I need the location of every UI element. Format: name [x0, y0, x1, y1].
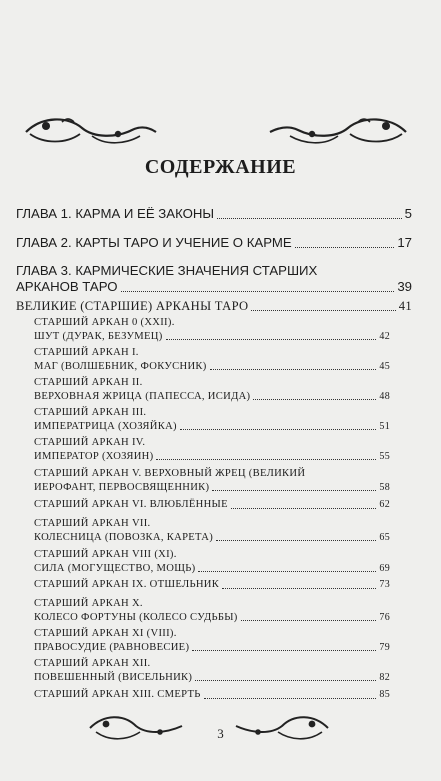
toc-entry-title: СТАРШИЙ АРКАН V. ВЕРХОВНЫЙ ЖРЕЦ (ВЕЛИКИЙ [34, 468, 306, 479]
toc-chapter-title: ГЛАВА 3. КАРМИЧЕСКИЕ ЗНАЧЕНИЯ СТАРШИХ [16, 263, 318, 278]
dot-leader [217, 218, 402, 219]
toc-entry-title-cont: МАГ (ВОЛШЕБНИК, ФОКУСНИК) [34, 360, 207, 372]
toc-entry-title: СТАРШИЙ АРКАН II. [34, 377, 143, 388]
dot-leader [212, 490, 376, 491]
dot-leader [251, 310, 395, 311]
toc-entry-title: СТАРШИЙ АРКАН I. [34, 347, 139, 358]
toc-page-number: 41 [398, 299, 412, 313]
toc-page-number: 5 [404, 206, 412, 221]
toc-entry-title: СТАРШИЙ АРКАН 0 (XXII). [34, 317, 175, 328]
toc-entry-title: СТАРШИЙ АРКАН III. [34, 407, 147, 418]
dot-leader [204, 698, 377, 699]
toc-entry-title: СТАРШИЙ АРКАН VI. ВЛЮБЛЁННЫЕ [34, 499, 228, 510]
toc-entry-title-cont: ВЕРХОВНАЯ ЖРИЦА (ПАПЕССА, ИСИДА) [34, 390, 251, 402]
toc-entry-title: СТАРШИЙ АРКАН XII. [34, 658, 151, 669]
toc-entry-title-cont: ИЕРОФАНТ, ПЕРВОСВЯЩЕННИК) [34, 481, 210, 493]
toc-page-number: 48 [379, 390, 390, 402]
dot-leader [253, 399, 376, 400]
toc-entry-title-cont: СИЛА (МОГУЩЕСТВО, МОЩЬ) [34, 562, 196, 574]
toc-page-number: 76 [379, 611, 390, 623]
toc-entry-title-cont: КОЛЕСНИЦА (ПОВОЗКА, КАРЕТА) [34, 531, 214, 543]
toc-entry-title: СТАРШИЙ АРКАН IX. ОТШЕЛЬНИК [34, 579, 220, 590]
dot-leader [180, 429, 377, 430]
top-left-ornament-icon [22, 112, 160, 148]
toc-page-number: 39 [397, 279, 412, 294]
dot-leader [195, 680, 376, 681]
toc-page-number: 65 [379, 531, 390, 543]
toc-page-number: 42 [379, 330, 390, 342]
toc-entry[interactable] [34, 578, 390, 592]
toc-entry[interactable] [34, 597, 390, 624]
toc-entry[interactable] [34, 406, 390, 433]
toc-entry-title: СТАРШИЙ АРКАН XI (VIII). [34, 628, 177, 639]
dot-leader [231, 508, 377, 509]
toc-chapter[interactable] [16, 263, 412, 295]
dot-leader [198, 571, 376, 572]
dot-leader [166, 339, 377, 340]
toc-chapter[interactable] [16, 206, 412, 222]
toc-entry[interactable] [34, 498, 390, 512]
toc-page-number: 73 [379, 579, 390, 590]
dot-leader [210, 369, 377, 370]
toc-entry-title: СТАРШИЙ АРКАН VIII (XI). [34, 549, 177, 560]
toc-entry-title: СТАРШИЙ АРКАН XIII. СМЕРТЬ [34, 689, 201, 700]
toc-entry-title: СТАРШИЙ АРКАН X. [34, 598, 143, 609]
toc-section-title: ВЕЛИКИЕ (СТАРШИЕ) АРКАНЫ ТАРО [16, 299, 249, 313]
toc-entry-title-cont: ИМПЕРАТРИЦА (ХОЗЯЙКА) [34, 420, 177, 432]
toc-entry[interactable] [34, 376, 390, 403]
page-title: СОДЕРЖАНИЕ [144, 156, 297, 178]
toc-entry[interactable] [34, 467, 390, 494]
toc-chapter[interactable] [16, 235, 412, 251]
toc-entry-title-cont: ШУТ (ДУРАК, БЕЗУМЕЦ) [34, 330, 163, 342]
toc-page-number: 79 [379, 641, 390, 653]
toc-section[interactable] [16, 299, 412, 314]
toc-entry[interactable] [34, 436, 390, 463]
dot-leader [156, 459, 376, 460]
toc-entry[interactable] [34, 316, 390, 343]
dot-leader [121, 291, 395, 292]
toc-chapter-title-cont: АРКАНОВ ТАРО [16, 279, 118, 294]
dot-leader [192, 650, 376, 651]
toc-entry[interactable] [34, 688, 390, 702]
toc-entry[interactable] [34, 517, 390, 544]
toc-entry-title-cont: ПОВЕШЕННЫЙ (ВИСЕЛЬНИК) [34, 671, 193, 683]
dot-leader [222, 588, 376, 589]
toc-entry-title-cont: КОЛЕСО ФОРТУНЫ (КОЛЕСО СУДЬБЫ) [34, 611, 238, 623]
toc-entry-title: СТАРШИЙ АРКАН IV. [34, 437, 146, 448]
toc-page-number: 45 [379, 360, 390, 372]
toc-entry-title-cont: ИМПЕРАТОР (ХОЗЯИН) [34, 450, 154, 462]
toc-chapter-title: ГЛАВА 2. КАРТЫ ТАРО И УЧЕНИЕ О КАРМЕ [16, 235, 292, 250]
toc-entry[interactable] [34, 346, 390, 373]
toc-entry-title-cont: ПРАВОСУДИЕ (РАВНОВЕСИЕ) [34, 641, 190, 653]
toc-page-number: 69 [379, 562, 390, 574]
toc-chapter-title: ГЛАВА 1. КАРМА И ЕЁ ЗАКОНЫ [16, 206, 215, 221]
toc-entry[interactable] [34, 627, 390, 654]
page-number: 3 [217, 726, 224, 741]
toc-page-number: 58 [379, 481, 390, 493]
dot-leader [216, 540, 376, 541]
toc-entry[interactable] [34, 548, 390, 575]
dot-leader [241, 620, 377, 621]
dot-leader [295, 247, 395, 248]
toc-page-number: 55 [379, 450, 390, 462]
toc-page-number: 51 [379, 420, 390, 432]
toc-entry-title: СТАРШИЙ АРКАН VII. [34, 518, 151, 529]
toc-page-number: 85 [379, 689, 390, 700]
toc-page-number: 82 [379, 671, 390, 683]
toc-entry[interactable] [34, 657, 390, 684]
toc-page-number: 17 [397, 235, 412, 250]
top-right-ornament-icon [262, 112, 410, 148]
toc-page-number: 62 [379, 499, 390, 510]
